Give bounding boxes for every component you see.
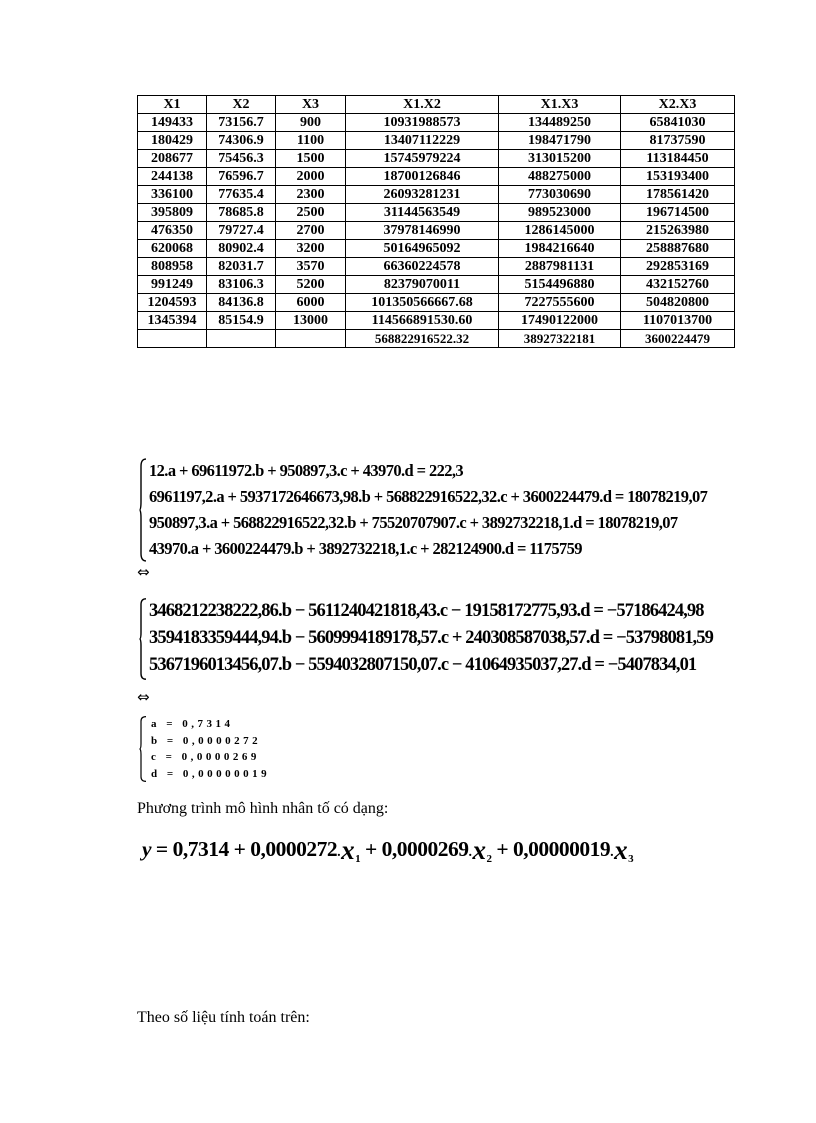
table-cell: 1204593 bbox=[138, 294, 207, 312]
column-header: X1.X2 bbox=[346, 96, 499, 114]
table-cell: 198471790 bbox=[499, 132, 621, 150]
table-cell: 113184450 bbox=[621, 150, 735, 168]
table-cell: 292853169 bbox=[621, 258, 735, 276]
table-cell: 180429 bbox=[138, 132, 207, 150]
solution-line: b = 0,0000272 bbox=[151, 734, 262, 747]
solution-line: d = 0,00000019 bbox=[151, 767, 271, 780]
coefficient-d: 0,00000019 bbox=[512, 837, 611, 861]
table-cell: 153193400 bbox=[621, 168, 735, 186]
plus-sign: + bbox=[496, 837, 509, 861]
table-cell: 3600224479 bbox=[621, 330, 735, 348]
equivalence-icon: ⇔ bbox=[137, 563, 150, 581]
table-cell: 620068 bbox=[138, 240, 207, 258]
table-cell: 75456.3 bbox=[207, 150, 276, 168]
x1-subscript: 1 bbox=[355, 853, 361, 865]
table-cell: 395809 bbox=[138, 204, 207, 222]
x3-subscript: 3 bbox=[628, 853, 634, 865]
table-cell: 313015200 bbox=[499, 150, 621, 168]
table-row bbox=[138, 258, 735, 276]
table-cell: 10931988573 bbox=[346, 114, 499, 132]
table-cell: 2500 bbox=[276, 204, 346, 222]
equation-line: 5367196013456,07.b − 5594032807150,07.c − 41064935037,27.d = −5407834,01 bbox=[149, 655, 697, 675]
table-cell: 504820800 bbox=[621, 294, 735, 312]
table-cell: 81737590 bbox=[621, 132, 735, 150]
x3-variable: x bbox=[614, 835, 628, 865]
table-cell bbox=[276, 330, 346, 348]
left-brace-icon bbox=[139, 458, 147, 562]
column-header: X1.X3 bbox=[499, 96, 621, 114]
table-cell: 74306.9 bbox=[207, 132, 276, 150]
table-cell: 13407112229 bbox=[346, 132, 499, 150]
table-cell: 65841030 bbox=[621, 114, 735, 132]
table-cell: 38927322181 bbox=[499, 330, 621, 348]
table-cell: 114566891530.60 bbox=[346, 312, 499, 330]
table-row bbox=[138, 186, 735, 204]
table-cell: 196714500 bbox=[621, 204, 735, 222]
table-row bbox=[138, 150, 735, 168]
equation-system-1 bbox=[139, 458, 809, 562]
coefficient-a: 0,7314 bbox=[172, 837, 229, 861]
table-cell: 77635.4 bbox=[207, 186, 276, 204]
table-cell: 26093281231 bbox=[346, 186, 499, 204]
table-cell: 17490122000 bbox=[499, 312, 621, 330]
equation-line: 6961197,2.a + 5937172646673,98.b + 568822916522,32.c + 3600224479.d = 18078219,07 bbox=[149, 487, 708, 506]
table-cell: 18700126846 bbox=[346, 168, 499, 186]
table-cell: 773030690 bbox=[499, 186, 621, 204]
bottom-text: Theo số liệu tính toán trên: bbox=[137, 1009, 310, 1026]
coefficient-c: 0,0000269 bbox=[381, 837, 469, 861]
table-cell: 149433 bbox=[138, 114, 207, 132]
table-cell: 989523000 bbox=[499, 204, 621, 222]
table-cell: 1286145000 bbox=[499, 222, 621, 240]
equation-line: 3594183359444,94.b − 5609994189178,57.c + 240308587038,57.d = −53798081,59 bbox=[149, 628, 713, 648]
table-total-row bbox=[138, 330, 735, 348]
table-cell: 5200 bbox=[276, 276, 346, 294]
equation-line: 3468212238222,86.b − 5611240421818,43.c − 19158172775,93.d = −57186424,98 bbox=[149, 601, 704, 621]
table-cell: 73156.7 bbox=[207, 114, 276, 132]
table-cell: 2700 bbox=[276, 222, 346, 240]
equals-sign: = bbox=[155, 837, 168, 861]
table-cell: 76596.7 bbox=[207, 168, 276, 186]
column-header: X2.X3 bbox=[621, 96, 735, 114]
table-row bbox=[138, 132, 735, 150]
table-cell: 84136.8 bbox=[207, 294, 276, 312]
data-table bbox=[137, 95, 735, 348]
table-cell: 37978146990 bbox=[346, 222, 499, 240]
table-cell: 1984216640 bbox=[499, 240, 621, 258]
solution-line: c = 0,0000269 bbox=[151, 751, 260, 763]
equation-system-2 bbox=[139, 598, 779, 680]
table-cell: 258887680 bbox=[621, 240, 735, 258]
equation-line: 950897,3.a + 568822916522,32.b + 75520707907.c + 3892732218,1.d = 18078219,07 bbox=[149, 513, 678, 532]
table-cell: 432152760 bbox=[621, 276, 735, 294]
table-cell: 5154496880 bbox=[499, 276, 621, 294]
table-cell: 1345394 bbox=[138, 312, 207, 330]
table-cell: 1500 bbox=[276, 150, 346, 168]
model-equation bbox=[142, 832, 633, 863]
table-cell: 80902.4 bbox=[207, 240, 276, 258]
equation-line: 43970.a + 3600224479.b + 3892732218,1.c + 282124900.d = 1175759 bbox=[149, 539, 582, 558]
left-brace-icon bbox=[139, 598, 147, 680]
table-row bbox=[138, 222, 735, 240]
table-cell: 1100 bbox=[276, 132, 346, 150]
table-row bbox=[138, 312, 735, 330]
table-cell: 2887981131 bbox=[499, 258, 621, 276]
table-cell: 85154.9 bbox=[207, 312, 276, 330]
table-cell: 2300 bbox=[276, 186, 346, 204]
table-row bbox=[138, 276, 735, 294]
table-cell: 6000 bbox=[276, 294, 346, 312]
table-cell: 13000 bbox=[276, 312, 346, 330]
column-header: X1 bbox=[138, 96, 207, 114]
plus-sign: + bbox=[364, 837, 377, 861]
dot-operator: . bbox=[468, 845, 472, 860]
table-row bbox=[138, 240, 735, 258]
table-cell: 991249 bbox=[138, 276, 207, 294]
table-cell: 336100 bbox=[138, 186, 207, 204]
solution-line: a = 0,7314 bbox=[151, 718, 234, 730]
table-cell: 50164965092 bbox=[346, 240, 499, 258]
coefficient-b: 0,0000272 bbox=[250, 837, 338, 861]
solution-system bbox=[139, 716, 359, 782]
x1-variable: x bbox=[341, 835, 355, 865]
table-row bbox=[138, 204, 735, 222]
table-cell: 82379070011 bbox=[346, 276, 499, 294]
table-header-row bbox=[138, 96, 735, 114]
table-cell: 7227555600 bbox=[499, 294, 621, 312]
column-header: X2 bbox=[207, 96, 276, 114]
equivalence-icon: ⇔ bbox=[137, 688, 150, 706]
table-cell: 78685.8 bbox=[207, 204, 276, 222]
table-row bbox=[138, 114, 735, 132]
table-cell: 31144563549 bbox=[346, 204, 499, 222]
table-cell: 808958 bbox=[138, 258, 207, 276]
table-cell: 1107013700 bbox=[621, 312, 735, 330]
table-body bbox=[138, 114, 735, 348]
table-cell: 66360224578 bbox=[346, 258, 499, 276]
table-row bbox=[138, 294, 735, 312]
table-cell: 79727.4 bbox=[207, 222, 276, 240]
table-cell: 134489250 bbox=[499, 114, 621, 132]
table-cell bbox=[138, 330, 207, 348]
table-cell: 3570 bbox=[276, 258, 346, 276]
table-cell: 900 bbox=[276, 114, 346, 132]
dot-operator: . bbox=[337, 845, 341, 860]
plus-sign: + bbox=[233, 837, 246, 861]
y-variable: y bbox=[142, 837, 152, 861]
table-cell: 83106.3 bbox=[207, 276, 276, 294]
x2-subscript: 2 bbox=[486, 853, 492, 865]
table-cell: 82031.7 bbox=[207, 258, 276, 276]
table-cell: 3200 bbox=[276, 240, 346, 258]
dot-operator: . bbox=[610, 845, 614, 860]
table-cell: 476350 bbox=[138, 222, 207, 240]
model-heading: Phương trình mô hình nhân tố có dạng: bbox=[137, 800, 389, 817]
table-cell: 215263980 bbox=[621, 222, 735, 240]
table-cell bbox=[207, 330, 276, 348]
table-cell: 568822916522.32 bbox=[346, 330, 499, 348]
table-cell: 208677 bbox=[138, 150, 207, 168]
table-cell: 488275000 bbox=[499, 168, 621, 186]
table-row bbox=[138, 168, 735, 186]
table-cell: 101350566667.68 bbox=[346, 294, 499, 312]
left-brace-icon bbox=[139, 716, 146, 782]
table-cell: 178561420 bbox=[621, 186, 735, 204]
equation-line: 12.a + 69611972.b + 950897,3.c + 43970.d = 222,3 bbox=[149, 461, 464, 480]
column-header: X3 bbox=[276, 96, 346, 114]
x2-variable: x bbox=[472, 835, 486, 865]
table-cell: 15745979224 bbox=[346, 150, 499, 168]
table-cell: 2000 bbox=[276, 168, 346, 186]
table-cell: 244138 bbox=[138, 168, 207, 186]
